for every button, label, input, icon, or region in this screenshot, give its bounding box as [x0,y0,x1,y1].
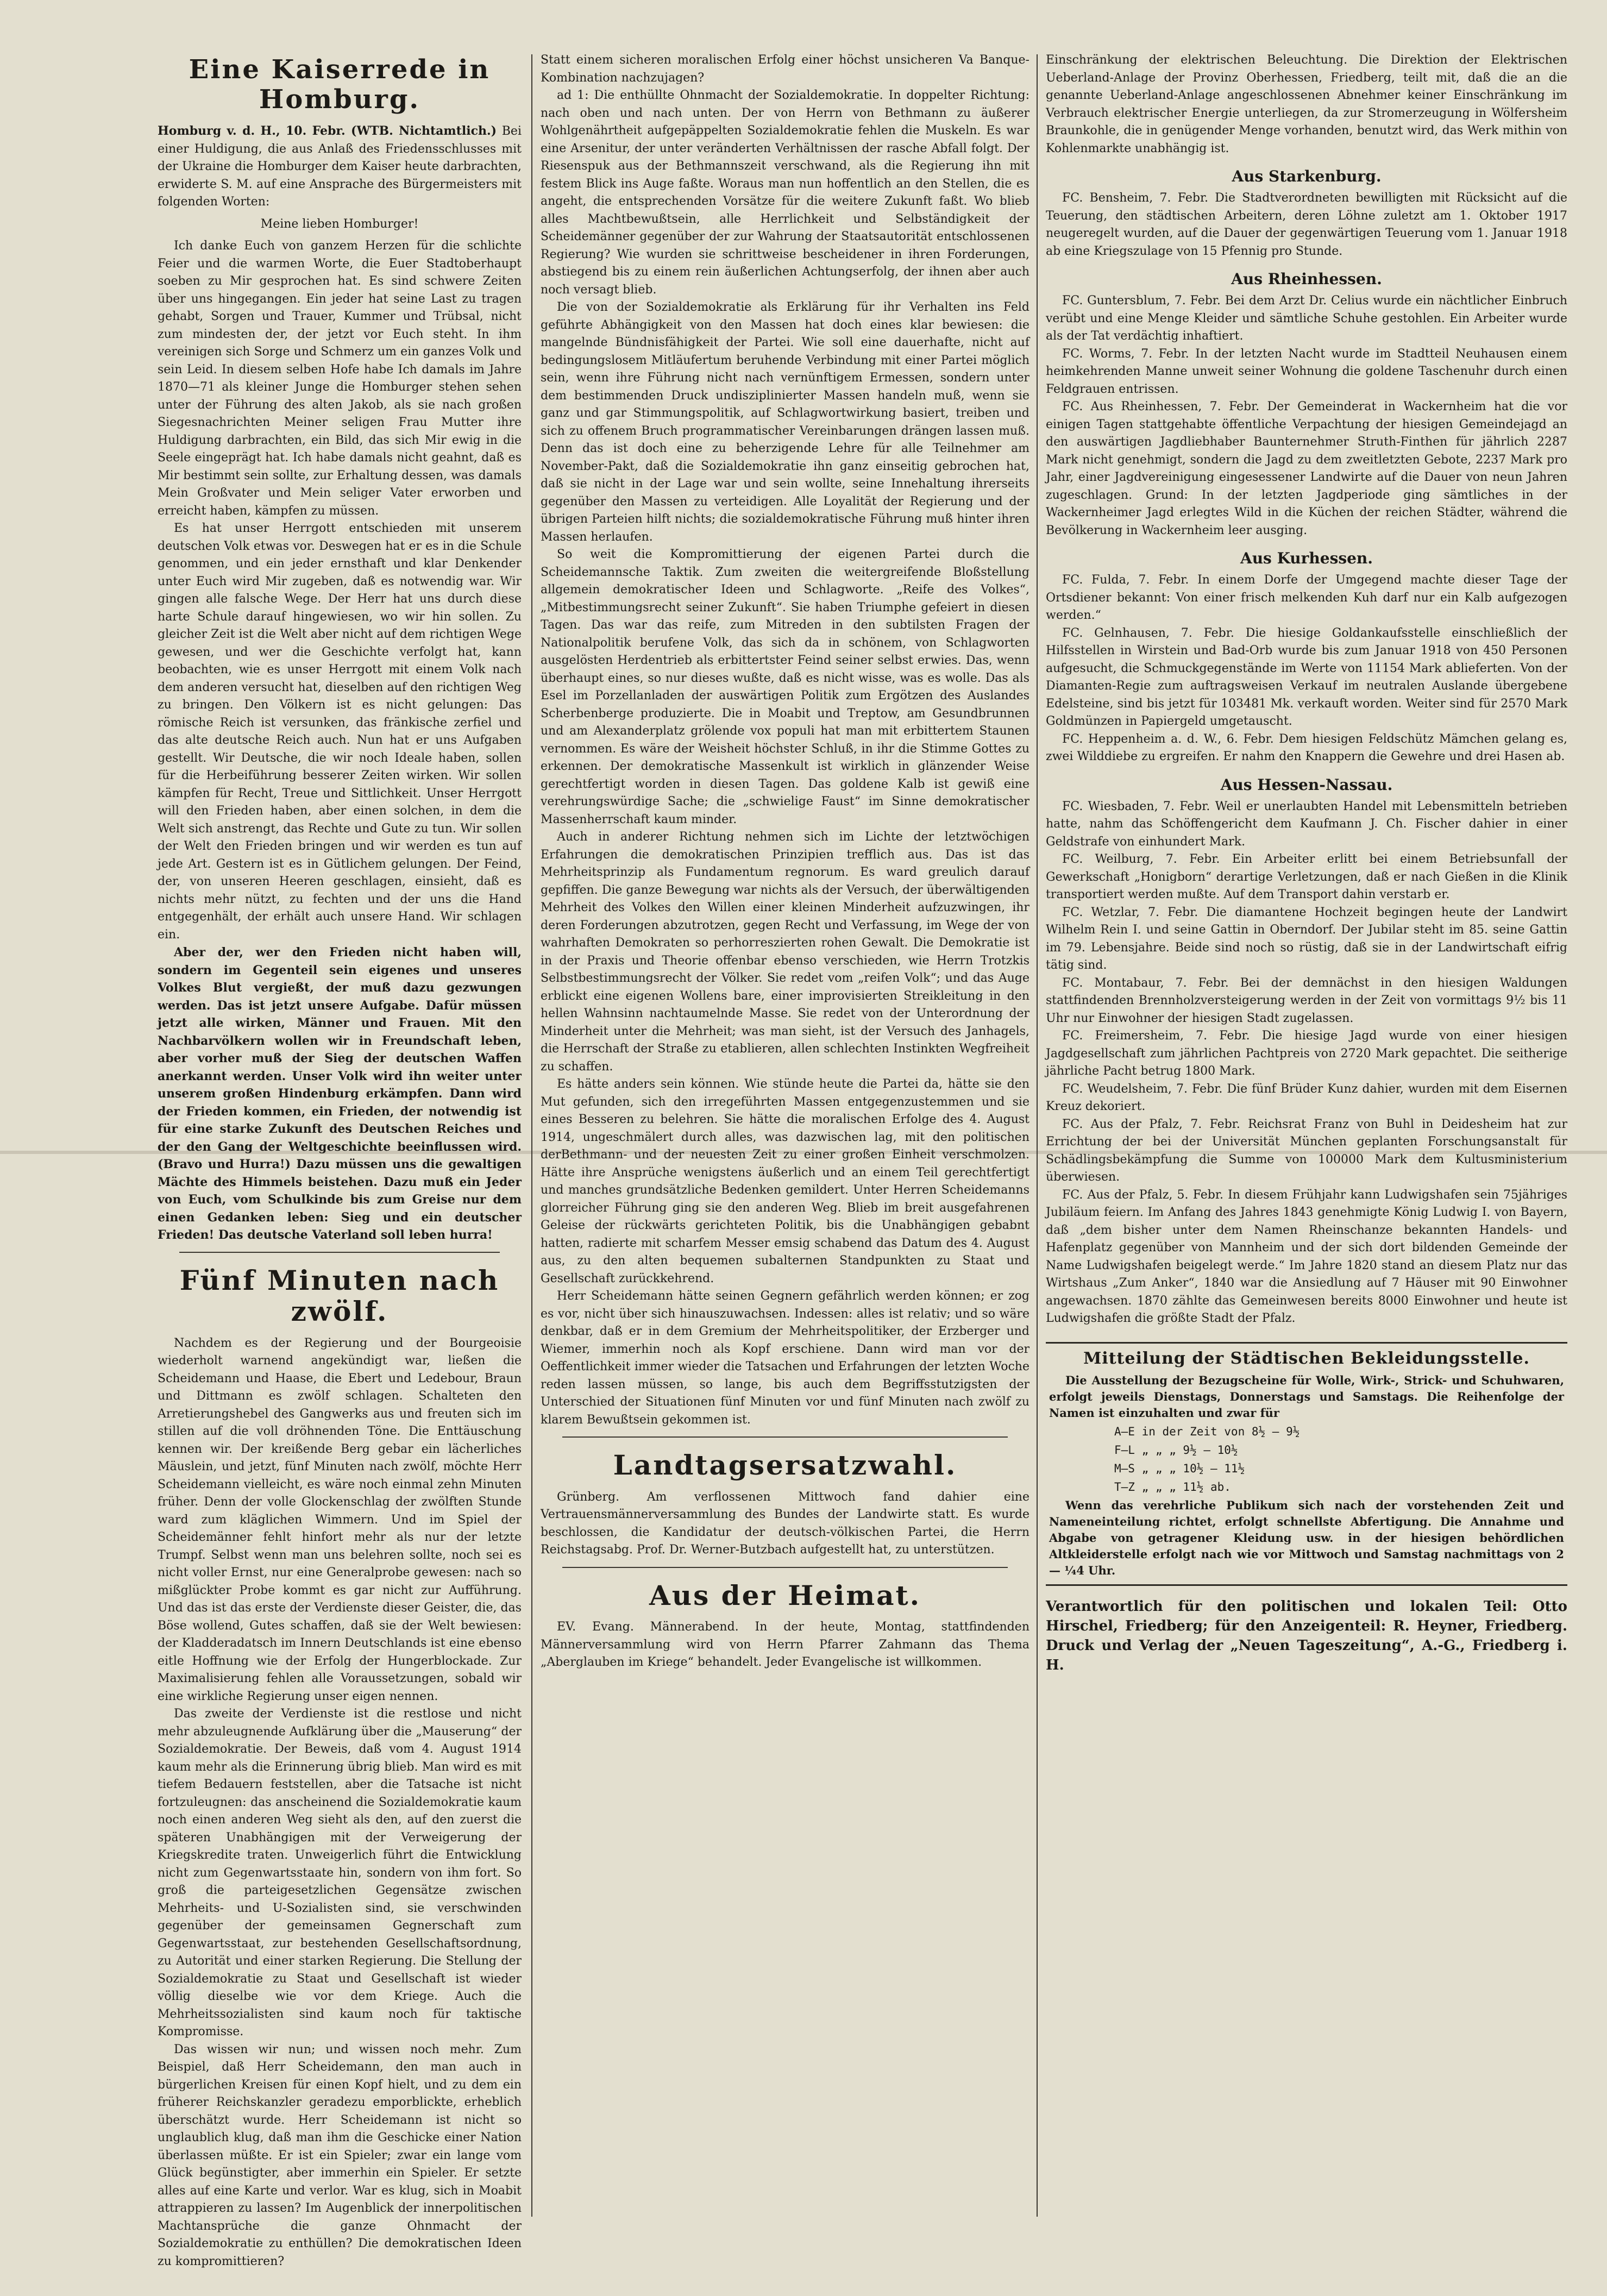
article-paragraph: FC. Worms, 7. Febr. In der letzten Nacht wurde im Stadtteil Neuhausen einem heimkehrenden Manne unweit seiner Wohnung die goldene Taschenuhr durch einen Feldgrauen entrissen. [1046,347,1567,396]
section-heading: Aus Kurhessen. [1240,549,1373,567]
article-paragraph: Ich danke Euch von ganzem Herzen für die schlichte Feier und die warmen Worte, die Euer Stadtoberhaupt soeben zu Mir gesprochen hat. Es sind schwere Zeiten über uns hingegangen. Ein jeder hat seine Last zu tragen gehabt, Sorgen und Trauer, Kummer und Trübsal, nicht zum mindesten der, der jetzt vor Euch steht. In ihm vereinigen sich Sorge und Schmerz um ein ganzes Volk und sein Leid. In diesem selben Hofe habe Ich damals im Jahre 1870—71 als kleiner Junge die Homburger stehen sehen unter der Führung des alten Jakob, als sie nach großen Siegesnachrichten Meiner seligen Frau Mutter ihre Huldigung darbrachten, ein Bild, das sich Mir ewig in die Seele eingeprägt hat. Ich habe damals nicht geahnt, daß es Mir bestimmt sein sollte, zur Erhaltung dessen, was damals Mein Großvater und Mein seliger Vater erworben und erreicht haben, kämpfen zu müssen. [158,239,522,518]
article-paragraph: Es hätte anders sein können. Wie stünde heute die Partei da, hätte sie den Mut gefunden, sich den irregeführten Massen entgegenzustemmen und sie eines Besseren zu belehren. Sie hätte die moralischen Erfolge des 4. August 1914, ungeschmälert durch alles, was dazwischen lag, mit den politischen derBethmann- und der neuesten Zeit zu einer großen Einheit verschmolzen. Hätte ihre Ansprüche wenigstens äußerlich und an einem Teil gerechtfertigt und manches grundsätzliche Bedenken gemildert. Unter Herren Scheidemanns glorreicher Führung ging sie den anderen Weg. Blieb im breit ausgefahrenen Geleise der rückwärts gerichteten Politik, bis die Unabhängigen gebabnt hatten, radierte mit scharfem Messer emsig schabend das Datum des 4. August aus, zu den alten bequemen subalternen Standpunkten zu Staat und Gesellschaft zurückkehrend. [541,1077,1030,1285]
schedule-row: T—Z „ „ „ 11½ ab. [1114,1480,1231,1494]
notice-text: Die Ausstellung der Bezugscheine für Wolle, Wirk-, Strick- und Schuhwaren, erfolgt jeweils Dienstags, Donnerstags und Samstags. Die Reihenfolge der Namen ist einzuhalten und zwar für [1049,1373,1564,1420]
article-paragraph: FC. Weilburg, 7. Febr. Ein Arbeiter erlitt bei einem Betriebsunfall der Gewerkschaft „Honigborn“ derartige Verletzungen, daß er nach Gießen in die Klinik transportiert werden mußte. Auf dem Transport dahin verstarb er. [1046,852,1567,901]
headline-kaiserrede: Eine Kaiserrede in Homburg. [189,54,491,115]
article-paragraph: So weit die Kompromittierung der eigenen Partei durch die Scheidemannsche Taktik. Zum zweiten die weitergreifende Bloßstellung allgemein demokratischer Ideen und Schlagworte. „Reife des Volkes“, „Mitbestimmungsrecht seiner Zukunft“. Sie haben Triumphe gefeiert in diesen Tagen. Das war das reife, zum Mitreden in den subtilsten Fragen der Nationalpolitik berufene Volk, das sich da in schönem, von Schlagworten ausgelösten Herdentrieb als erbittertster Feind seiner selbst erwies. Das, wenn überhaupt eines, so nur dieses wußte, daß es nicht wisse, was es wolle. Das als Esel im Porzellanladen der auswärtigen Politik zum Ergötzen des Auslandes Scherbenberge produzierte. Die in Moabit und Treptow, am Gesundbrunnen und am Alexanderplatz grölende vox populi hat man mit erbittertem Staunen vernommen. Es wäre der Weisheit höchster Schluß, in ihr die Stimme Gottes zu erkennen. Der demokratische Massenkult ist wirklich in glänzender Weise gerechtfertigt worden in diesen Tagen. Das goldene Kalb ist gewiß eine verehrungswürdige Sache; die „schwielige Faust“ im Sinne demokratischer Massenherrschaft kaum minder. [541,548,1030,826]
column-rule [531,54,532,2217]
article-paragraph: Herr Scheidemann hätte seinen Gegnern gefährlich werden können; er zog es vor, nicht über sich hinauszuwachsen. Indessen: alles ist relativ; und so wäre denkbar, daß er in dem Gremium der Mehrheitspolitiker, der Erzberger und Wiemer, immerhin noch als Kopf erschiene. Dann wird man vor der Oeffentlichkeit immer wieder die Tatsachen und Erfahrungen der letzten Woche reden lassen müssen, so lange, bis auch dem Begriffsstutzigsten der Unterschied der Situationen fünf Minuten vor und fünf Minuten nach zwölf zu klarem Bewußtsein gekommen ist. [541,1289,1030,1427]
section-heading: Aus Hessen-Nassau. [1220,775,1393,794]
imprint-text: Verantwortlich für den politischen und lokalen Teil: Otto Hirschel, Friedberg; für den Anzeigenteil: R. Heyner, Friedberg. Druck und Verlag der „Neuen Tageszeitung“, A.-G., Friedberg i. H. [1046,1598,1567,1673]
article-paragraph: Es hat unser Herrgott entschieden mit unserem deutschen Volk etwas vor. Deswegen hat er es in die Schule genommen, und ein jeder ernsthaft und klar Denkender unter Euch wird Mir zugeben, daß es notwendig war. Wir gingen alle falsche Wege. Der Herr hat uns durch diese harte Schule darauf hingewiesen, wo wir hin sollen. Zu gleicher Zeit ist die Welt aber nicht auf dem richtigen Wege gewesen, und wer die Geschichte verfolgt hat, kann beobachten, wie es unser Herrgott mit einem Volk nach dem anderen versucht hat, dieselben auf den richtigen Weg zu bringen. Den Völkern ist es nicht gelungen: Das römische Reich ist versunken, das fränkische zerfiel und das alte deutsche Reich auch. Nun hat er uns Aufgaben gestellt. Wir Deutsche, die wir noch Ideale haben, sollen für die Herbeiführung besserer Zeiten wirken. Wir sollen kämpfen für Recht, Treue und Sittlichkeit. Unser Herrgott will den Frieden haben, aber einen solchen, in dem die Welt sich anstrengt, das Rechte und Gute zu tun. Wir sollen der Welt den Frieden bringen und wir werden es tun auf jede Art. Gestern ist es in Gütlichem gelungen. Der Feind, der, von unseren Heeren geschlagen, einsieht, daß es nichts mehr nützt, zu fechten und der uns die Hand entgegenhält, der erhält auch unsere Hand. Wir schlagen ein. [158,522,522,942]
notice-text: Wenn das verehrliche Publikum sich nach der vorstehenden Zeit und Nameneinteilung richtet, erfolgt schnellste Abfertigung. Die Annahme und Abgabe von getragener Kleidung usw. in der hiesigen behördlichen Altkleiderstelle erfolgt nach wie vor Mittwoch und Samstag nachmittags von 2— ¼4 Uhr. [1049,1498,1564,1577]
article-paragraph: FC. Aus der Pfalz, 5. Febr. In diesem Frühjahr kann Ludwigshafen sein 75jähriges Jubiläum feiern. Im Anfang des Jahres 1843 genehmigte König Ludwig I. von Bayern, daß „dem bisher unter dem Namen Rheinschanze bekannten Handels- und Hafenplatz gegenüber von Mannheim und der sich dort bildenden Gemeinde der Name Ludwigshafen beigelegt werde.“ Im Jahre 1820 stand an diesem Platz nur das Wirtshaus „Zum Anker“, 1840 war die Ansiedlung auf 7 Häuser mit 90 Einwohner angewachsen. 1870 zählte das Gemeinwesen bereits 8000 Einwohner und heute ist Ludwigshafen die größte Stadt der Pfalz. [1046,1188,1567,1325]
article-paragraph: FC. Montabaur, 7. Febr. Bei der demnächst in den hiesigen Waldungen stattfindenden Brennholzversteigerung werden in der Zeit von vormittags 9½ bis 11 Uhr nur Einwohner der hiesigen Stadt zugelassen. [1046,976,1567,1025]
section-heading: Aus Starkenburg. [1232,167,1382,185]
article-paragraph: Nachdem es der Regierung und der Bourgeoisie wiederholt warnend angekündigt war, ließen die Scheidemann und Haase, die Ebert und Ledebour, Braun und Dittmann es zwölf schlagen. Schalteten den Arretierungshebel des Gangwerks aus und freuten sich im stillen auf die voll dröhnenden Töne. Die Enttäuschung kennen wir. Der kreißende Berg gebar ein lächerliches Mäuslein, und jetzt, fünf Minuten nach zwölf, möchte Herr Scheidemann vielleicht, es wäre noch einmal zehn Minuten früher. Denn der volle Glockenschlag der zwölften Stunde ward zum kläglichen Wimmern. Und im Spiel der Scheidemänner fehlt hinfort mehr als nur der letzte Trumpf. Selbst wenn man uns belehren sollte, noch sei es nicht voller Ernst, nur eine Generalprobe gewesen: nach so mißglückter Probe kommt es gar nicht zur Aufführung. Und das ist das erste der Verdienste dieser Geister, die, das Böse wollend, Gutes schaffen, daß sie der Welt bewiesen: der Kladderadatsch im Innern Deutschlands ist eine ebenso eitle Hoffnung wie der Erfolg der Hungerblockade. Zur Maximalisierung fehlen alle Voraussetzungen, sobald wir eine wirkliche Regierung unser eigen nennen. [158,1336,522,1703]
article-paragraph: Statt einem sicheren moralischen Erfolg einer höchst unsicheren Va Banque-Kombination nachzujagen? [541,53,1030,85]
article-paragraph: Aber der, wer den Frieden nicht haben will, sondern im Gegenteil sein eigenes und unseres Volkes Blut vergießt, der muß dazu gezwungen werden. Das ist jetzt unsere Aufgabe. Dafür müssen jetzt alle wirken, Männer und Frauen. Mit den Nachbarvölkern wollen wir in Freundschaft leben, aber vorher muß der Sieg der deutschen Waffen anerkannt werden. Unser Volk wird ihn weiter unter unserem großen Hindenburg erkämpfen. Dann wird der Frieden kommen, ein Frieden, der notwendig ist für eine starke Zukunft des Deutschen Reiches und der den Gang der Weltgeschichte beeinflussen wird. (Bravo und Hurra!) Dazu müssen uns die gewaltigen Mächte des Himmels beistehen. Dazu muß ein Jeder von Euch, vom Schulkinde bis zum Greise nur dem einen Gedanken leben: Sieg und ein deutscher Frieden! Das deutsche Vaterland soll leben hurra! [158,945,522,1243]
divider [562,1567,1008,1568]
divider [562,1436,1008,1438]
notice-box [1046,1342,1567,1586]
article-paragraph: Das zweite der Verdienste ist die restlose und nicht mehr abzuleugnende Aufklärung über die „Mauserung“ der Sozialdemokratie. Der Beweis, daß vom 4. August 1914 kaum mehr als die Erinnerung übrig blieb. Man wird es mit tiefem Bedauern feststellen, aber die Tatsache ist nicht fortzuleugnen: das anscheinend die Sozialdemokratie kaum noch einen anderen Weg sieht als den, auf den zuerst die späteren Unabhängigen mit der Verweigerung der Kriegskredite traten. Unweigerlich führt die Entwicklung nicht zum Gegenwartsstaate hin, sondern von ihm fort. So groß die parteigesetzlichen Gegensätze zwischen Mehrheits- und U-Sozialisten sind, sie verschwinden gegenüber der gemeinsamen Gegnerschaft zum Gegenwartsstaat, zur bestehenden Gesellschaftsordnung, zu Autorität und einer starken Regierung. Die Stellung der Sozialdemokratie zu Staat und Gesellschaft ist wieder völlig dieselbe wie vor dem Kriege. Auch die Mehrheitssozialisten sind kaum noch für taktische Kompromisse. [158,1707,522,2039]
article-paragraph: Einschränkung der elektrischen Beleuchtung. Die Direktion der Elektrischen Ueberland-Anlage der Provinz Oberhessen, Friedberg, teilt mit, daß die an die genannte Ueberland-Anlage angeschlossenen Abnehmer keiner Einschränkung im Verbrauch elektrischer Energie unterliegen, da zur Stromerzeugung in Wölfersheim Braunkohle, die in genügender Menge vorhanden, benutzt wird, das Werk mithin von Kohlenmarkte unabhängig ist. [1046,53,1567,155]
article-paragraph: FC. Wiesbaden, 7. Febr. Weil er unerlaubten Handel mit Lebensmitteln betrieben hatte, nahm das Schöffengericht dem Kaufmann J. Ch. Fischer dahier in einer Geldstrafe von einhundert Mark. [1046,799,1567,849]
article-paragraph: FC. Guntersblum, 7. Febr. Bei dem Arzt Dr. Celius wurde ein nächtlicher Einbruch verübt und eine Menge Kleider und sämtliche Schuhe gestohlen. Ein Arbeiter wurde als der Tat verdächtig inhaftiert. [1046,294,1567,343]
column-2 [541,52,1030,2236]
article-paragraph [158,122,522,211]
column-rule [1037,54,1038,2217]
headline-fuenf-minuten: Fünf Minuten nach zwölf. [179,1264,500,1328]
imprint [1046,1597,1567,1675]
schedule-row: M—S „ „ „ 10½ — 11½ [1114,1461,1245,1475]
article-paragraph: FC. Aus Rheinhessen, 7. Febr. Der Gemeinderat in Wackernheim hat die vor einigen Tagen stattgehabte öffentliche Verpachtung der hiesigen Gemeindejagd an den auswärtigen Jagdliebhaber Baunternehmer Struth-Finthen für jährlich 2287 Mark nicht genehmigt, sondern die Jagd zu dem zweitletzten Gebote, 2237 Mark pro Jahr, einer Jagdvereinigung eingesessener Landwirte auf die Dauer von neun Jahren zugeschlagen. Grund: In der letzten Jagdperiode ging sämtliches in der Wackernheimer Jagd erlegtes Wild in die Küchen der reichen Städter, während die Bevölkerung in Wackernheim leer ausging. [1046,400,1567,537]
article-paragraph: EV. Evang. Männerabend. In der heute, Montag, stattfindenden Männerversammlung wird von Herrn Pfarrer Zahmann das Thema „Aberglauben im Kriege“ behandelt. Jeder Evangelische ist willkommen. [541,1620,1030,1669]
article-paragraph: Die von der Sozialdemokratie als Erklärung für ihr Verhalten ins Feld geführte Abhängigkeit von den Massen hat doch eines klar bewiesen: die mangelnde Bündnisfähigkeit der Partei. Wie soll eine dauerhafte, nicht auf bedingungslosem Mitläufertum beruhende Verbindung mit einer Partei möglich sein, wenn ihre Führung nicht nach vernünftigem Ermessen, sondern unter dem bestimmenden Druck undisziplinierter Massen handeln muß, wenn sie ganz und gar Stimmungspolitik, auf Schlagwortwirkung basiert, treiben und sich zu offenem Bruch programmatischer Vereinbarungen drängen lassen muß. Denn das ist doch eine zu beherzigende Lehre für alle Teilnehmer am November-Pakt, daß die Sozialdemokratie ihn ganz einseitig gebrochen hat, daß sie nicht in der Lage war und sein wollte, seine Innehaltung ihrerseits gegenüber den Massen zu verteidigen. Alle Loyalität der Regierung und der übrigen Parteien hilft nichts; die sozialdemokratische Führung muß hinter ihren Massen herlaufen. [541,300,1030,544]
article-paragraph: Das wissen wir nun; und wissen noch mehr. Zum Beispiel, daß Herr Scheidemann, den man auch in bürgerlichen Kreisen für einen Kopf hielt, und zu dem ein früherer Reichskanzler geradezu emporblickte, erheblich überschätzt wurde. Herr Scheidemann ist nicht so unglaublich klug, daß man ihm die Geschicke einer Nation überlassen müßte. Er ist ein Spieler; zwar ein lange vom Glück begünstigter, aber immerhin ein Spieler. Er setzte alles auf eine Karte und verlor. War es klug, sich in Moabit attrappieren zu lassen? Im Augenblick der innerpolitischen Machtansprüche die ganze Ohnmacht der Sozialdemokratie zu enthüllen? Die demokratischen Ideen zu kompromittieren? [158,2042,522,2268]
salutation: Meine lieben Homburger! [260,217,419,231]
article-paragraph: FC. Bensheim, 7. Febr. Die Stadtverordneten bewilligten mit Rücksicht auf die Teuerung, den städtischen Arbeitern, deren Löhne zuletzt am 1. Oktober 1917 neugeregelt wurden, auf die Dauer der gegenwärtigen Teuerung vom 1. Januar 1918 ab eine Kriegszulage von 15 Pfennig pro Stunde. [1046,191,1567,258]
column-3 [1046,52,1567,2236]
article-paragraph: FC. Aus der Pfalz, 7. Febr. Reichsrat Franz von Buhl in Deidesheim hat zur Errichtung der bei der Universität München geplanten Forschungsanstalt für Schädlingsbekämpfung die Summe von 100000 Mark dem Kultusministerium überwiesen. [1046,1117,1567,1184]
article-paragraph: FC. Fulda, 7. Febr. In einem Dorfe der Umgegend machte dieser Tage der Ortsdiener bekannt: Von einer frisch melkenden Kuh darf nur ein Kalb aufgezogen werden.“ [1046,573,1567,622]
article-paragraph: FC. Weudelsheim, 7. Febr. Die fünf Brüder Kunz dahier, wurden mit dem Eisernen Kreuz dekoriert. [1046,1082,1567,1113]
dateline: Homburg v. d. H., 10. Febr. (WTB. Nichtamtlich.) [158,124,497,139]
article-text: Bei einer Huldigung, die aus Anlaß des Friedensschlusses mit der Ukraine die Homburger dem Kaiser heute darbrachten, erwiderte S. M. auf eine Ansprache des Bürgermeisters mit folgenden Worten: [158,124,522,209]
article-paragraph: Auch in anderer Richtung nehmen sich im Lichte der letztwöchigen Erfahrungen die demokratischen Prinzipien trefflich aus. Das ist das Mehrheitsprinzip als Fundamentum regnorum. Es ward greulich darauf gepfiffen. Die ganze Bewegung war nichts als der Versuch, der überwältigenden Mehrheit des Volkes den Willen einer kleinen Minderheit aufzuzwingen, ihr deren Forderungen abzutrotzen, gegen Recht und Verfassung, im Wege der von wahrhaften Demokraten so perhorreszierten rohen Gewalt. Die Demokratie ist in der Praxis und Theorie offenbar ebenso verschieden, wie Herrn Trotzkis Selbstbestimmungsrecht der Völker. Sie redet vom „reifen Volk“; und das Auge erblickt eine eigenen Wollens bare, einer improvisierten Streikleitung in den hellen Wahnsinn nachtaumelnde Masse. Sie redet von der Unterordnung der Minderheit unter die Mehrheit; was man sieht, ist der Versuch des Janhagels, die Herrschaft der Straße zu etablieren, allen schlechten Instinkten Wegfreiheit zu schaffen. [541,830,1030,1074]
column-1 [158,52,522,2268]
schedule-row: F—L „ „ „ 9½ — 10½ [1114,1443,1238,1457]
schedule-row: A—E in der Zeit von 8½ — 9½ [1114,1425,1300,1438]
article-paragraph: Grünberg. Am verflossenen Mittwoch fand dahier eine Vertrauensmännerversammlung des Bundes der Landwirte statt. Es wurde beschlossen, die Kandidatur der deutsch-völkischen Partei, die Herrn Reichstagsabg. Prof. Dr. Werner-Butzbach aufgestellt hat, zu unterstützen. [541,1490,1030,1557]
article-paragraph: FC. Freimersheim, 7. Febr. Die hiesige Jagd wurde von einer hiesigen Jagdgesellschaft zum jährlichen Pachtpreis von 2720 Mark gepachtet. Die seitherige jährliche Pacht betrug 1800 Mark. [1046,1029,1567,1078]
headline-aus-der-heimat: Aus der Heimat. [649,1579,921,1611]
notice-title: Mitteilung der Städtischen Bekleidungsstelle. [1083,1348,1530,1368]
section-heading: Aus Rheinhessen. [1231,270,1382,288]
headline-landtagsersatzwahl: Landtagsersatzwahl. [613,1449,957,1481]
article-paragraph: FC. Wetzlar, 7. Febr. Die diamantene Hochzeit begingen heute der Landwirt Wilhelm Rein I. und seine Gattin in Oberndorf. Der Jubilar steht im 85. seine Gattin im 79. Lebensjahre. Beide sind noch so rüstig, daß sie in der Landwirtschaft eifrig tätig sind. [1046,905,1567,972]
divider [179,1252,500,1253]
article-paragraph: FC. Heppenheim a. d. W., 6. Febr. Dem hiesigen Feldschütz Mämchen gelang es, zwei Wilddiebe zu ergreifen. Er nahm den Knappern die Gewehre und drei Hasen ab. [1046,732,1567,763]
article-paragraph: FC. Gelnhausen, 7. Febr. Die hiesige Goldankaufsstelle einschließlich der Hilfsstellen in Wirstein und Bad-Orb wurde bis zum Januar 1918 von 450 Personen aufgesucht, die Schmuckgegenstände im Werte von 11154 Mark ablieferten. Von der Diamanten-Regie zum auftragsweisen Verkauf im neutralen Auslande übergebene Edelsteine, sind bis jetzt für 103481 Mk. verkauft worden. Weiter sind für 2570 Mark Goldmünzen in Papiergeld umgetauscht. [1046,626,1567,728]
article-paragraph: ad 1: Die enthüllte Ohnmacht der Sozialdemokratie. In doppelter Richtung: nach oben und nach unten. Der von Herrn von Bethmann zu äußerer Wohlgenährtheit aufgepäppelten Sozialdemokratie fehlen die Muskeln. Es war eine Arsenitur, der unter veränderten Verhältnissen der rasche Abfall folgt. Der Riesenspuk aus der Bethmannszeit verschwand, als die Regierung ihn mit festem Blick ins Auge faßte. Woraus man nun hoffentlich an den Stellen, die es angeht, die entsprechenden Vorsätze für die weitere Zukunft faßt. Wo blieb alles Machtbewußtsein, alle Herrlichkeit und Selbständigkeit der Scheidemänner gegenüber der zur Wahrung der Staatsautorität entschlossenen Regierung? Wie wurden sie schrittweise bescheidener in ihren Forderungen, abstiegend bis zu einem rein äußerlichen Achtungserfolg, der ihnen aber auch noch versagt blieb. [541,89,1030,297]
